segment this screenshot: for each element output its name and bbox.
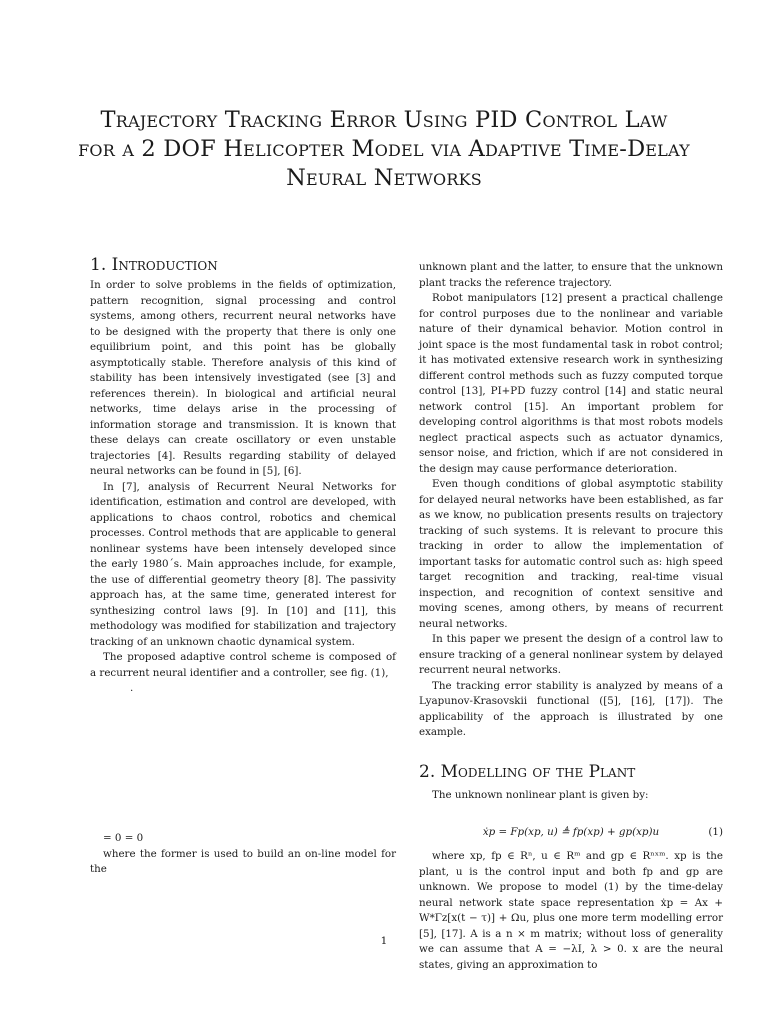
- intro-paragraph-2: In [7], analysis of Recurrent Neural Networks for identification, estimation and control are developed, with applications to chaos control, robotics and chemical processes. Control methods that are applicable to general nonlinear systems have been intensely developed since the early 1980´s. Main approaches include, for example, the use of differential geometry theory [8]. The passivity approach has, at the same time, generated interest for synthesizing control laws [9]. In [10] and [11], this methodology was modified for stabilization and trajectory tracking of an unknown chaotic dynamical system.: [90, 480, 396, 648]
- left-column: [90, 254, 396, 878]
- title-line-3: Neural Networks: [286, 165, 482, 191]
- intro-paragraph-3: The proposed adaptive control scheme is composed of a recurrent neural identifier and a controller, see fig. (1),: [90, 651, 396, 679]
- title-line-2: for a 2 DOF Helicopter Model via Adaptive Time-Delay: [78, 136, 690, 162]
- paper-title: [60, 106, 708, 193]
- equation-1-body: ẋp = Fp(xp, u) ≜ fp(xp) + gp(xp)u: [482, 826, 660, 838]
- equation-1: [419, 825, 723, 843]
- equation-1-number: (1): [708, 826, 723, 838]
- zero-equation: = 0 = 0: [103, 832, 144, 844]
- title-line-1: Trajectory Tracking Error Using PID Control Law: [100, 107, 668, 133]
- intro-paragraph-9: The tracking error stability is analyzed by means of a Lyapunov-Krasovskii functional ([5], [16], [17]). The applicability of the approach is illustrated by one example.: [419, 679, 723, 738]
- intro-paragraph-4: where the former is used to build an on-line model for the: [90, 847, 396, 875]
- right-column: [419, 260, 723, 973]
- model-paragraph-2: where xp, fp ∈ Rⁿ, u ∈ Rᵐ and gp ∈ Rⁿˣᵐ. xp is the plant, u is the control input and both fp and gp are unknown. We propose to model (1) by the time-delay neural network state space representation ẋp = Ax + W*Γz[x(t − τ)] + Ωu, plus one more term modelling error [5], [17]. A is a n × m matrix; without loss of generality we can assume that A = −λI, λ > 0. x are the neural states, giving an approximation to: [419, 850, 723, 971]
- page-number: 1: [380, 935, 388, 947]
- figure-placeholder: .: [130, 682, 134, 694]
- intro-paragraph-7: Even though conditions of global asymptotic stability for delayed neural networks have been established, as far as we know, no publication presents results on trajectory tracking of such systems. It is relevant to procure this tracking in order to allow the implementation of important tasks for automatic control such as: high speed target recognition and tracking, real-time visual inspection, and recognition of context sensitive and moving scenes, among others, by means of recurrent neural networks.: [419, 478, 723, 630]
- section-2-heading: 2. Modelling of the Plant: [419, 761, 636, 782]
- section-1-heading: 1. Introduction: [90, 255, 218, 275]
- intro-paragraph-5: unknown plant and the latter, to ensure that the unknown plant tracks the reference trajectory.: [419, 261, 723, 289]
- intro-paragraph-6: Robot manipulators [12] present a practical challenge for control purposes due to the nonlinear and variable nature of their dynamical behavior. Motion control in joint space is the most fundamental task in robot control; it has motivated extensive research work in synthesizing different control methods such as fuzzy computed torque control [13], PI+PD fuzzy control [14] and static neural network control [15]. An important problem for developing control algorithms is that most robots models neglect practical aspects such as actuator dynamics, sensor noise, and friction, which if are not considered in the design may cause performance deterioration.: [419, 292, 723, 475]
- intro-paragraph-1: In order to solve problems in the fields of optimization, pattern recognition, signal processing and control systems, among others, recurrent neural networks have to be designed with the property that there is only one equilibrium point, and this point has be globally asymptotically stable. Therefore analysis of this kind of stability has been intensively investigated (see [3] and references therein). In biological and artificial neural networks, time delays arise in the processing of information storage and transmission. It is known that these delays can create oscillatory or even unstable trajectories [4]. Results regarding stability of delayed neural networks can be found in [5], [6].: [90, 279, 396, 477]
- model-paragraph-1: The unknown nonlinear plant is given by:: [432, 788, 649, 801]
- intro-paragraph-8: In this paper we present the design of a control law to ensure tracking of a general nonlinear system by delayed recurrent neural networks.: [419, 633, 723, 676]
